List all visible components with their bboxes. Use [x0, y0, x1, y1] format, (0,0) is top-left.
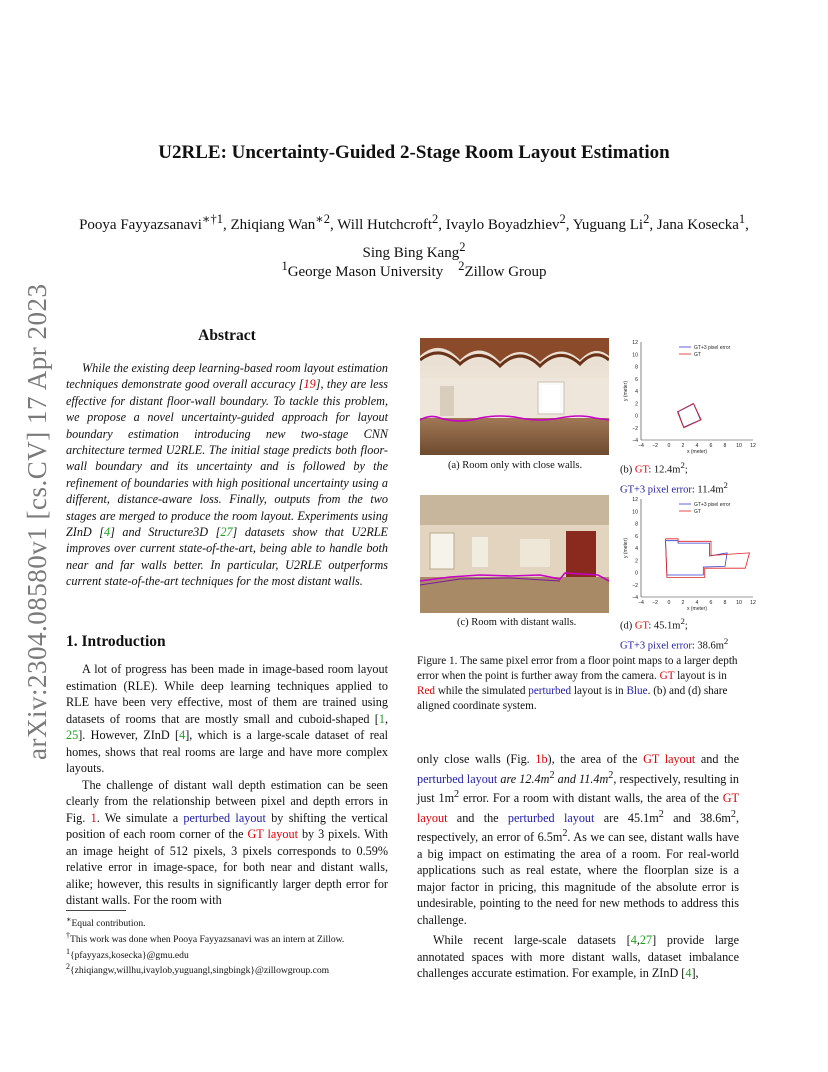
footnote: †This work was done when Pooya Fayyazsanavi was an intern at Zillow.: [66, 930, 345, 945]
affiliations: $^1$George Mason University $^2$Zillow Group: [281, 259, 547, 280]
paragraph: only close walls (Fig. 1b), the area of the GT layout and the perturbed layout are $12.4m^2$ and $11.4m^2$, respectively, resulting in just $1m^2$ error. For a room with distant walls, the area of the GT layout and the perturbed layout are $45.1m^2$ and $38.6m^2$, respectively, an error of $6.5m^2$. As we can see, distant walls have a big impact on estimating the area of a room. For real-world applications such as real estate, where the floorplan size is a major factor in pricing, this magnitude of the absolute error is undesirable, pointing to the need for new methods to address this challenge.: [417, 752, 739, 927]
x-tick-label: 10: [736, 443, 742, 449]
paper-title: U2RLE: Uncertainty-Guided 2-Stage Room Layout Estimation: [158, 142, 670, 163]
legend-label: GT: [694, 352, 701, 358]
footnote: $^2${zhiqiangw,willhu,ivaylob,yuguangl,singbingk}@zillowgroup.com: [66, 962, 330, 977]
author: Jana Kosecka$^1$: [656, 212, 746, 233]
intro-right-column: [417, 751, 739, 982]
series-line: [678, 404, 700, 427]
intro-left-column: [66, 661, 388, 909]
footnote: $^1${pfayyazs,kosecka}@gmu.edu: [66, 946, 189, 961]
x-axis-label: x (meter): [687, 606, 707, 612]
citation-link[interactable]: 4: [685, 966, 692, 981]
y-tick-label: 8: [635, 364, 638, 371]
y-tick-label: 4: [635, 546, 638, 552]
footnote-rule: [66, 910, 126, 911]
x-tick-label: 6: [709, 443, 713, 449]
x-tick-label: 12: [750, 600, 756, 606]
y-tick-label: −2: [632, 582, 638, 589]
x-tick-label: 6: [709, 600, 713, 606]
x-tick-label: −2: [652, 443, 658, 449]
y-tick-label: 12: [632, 340, 638, 346]
x-tick-label: −4: [638, 600, 644, 606]
x-tick-label: 10: [736, 600, 742, 606]
panorama-distant-walls-image: [420, 495, 609, 613]
y-tick-label: 0: [635, 413, 638, 420]
author: Will Hutchcroft$^2$: [337, 212, 439, 233]
footnotes: [66, 914, 396, 977]
y-tick-label: 10: [632, 509, 638, 516]
y-tick-label: 6: [635, 533, 638, 540]
y-tick-label: 12: [632, 497, 638, 503]
arxiv-stamp: arXiv:2304.08580v1 [cs.CV] 17 Apr 2023: [22, 283, 52, 760]
legend-label: GT: [694, 509, 701, 515]
chart-distant-walls: [613, 493, 763, 613]
figure-ref-link[interactable]: 1: [90, 810, 97, 825]
paragraph: A lot of progress has been made in image-based room layout estimation (RLE). While deep learning techniques applied to RLE have been very effective, most of them are trained using datasets of rooms that are mostly small and cuboid-shaped [1, 25]. However, ZInD [4], which is a large-scale dataset of real homes, shows that real rooms are large and have more complex layouts.: [66, 662, 389, 775]
citation-link[interactable]: 27: [639, 933, 653, 948]
author-list: Pooya Fayyazsanavi$^{∗\dagger 1}$, Zhiqiang Wan$^{∗2}$, Will Hutchcroft$^2$, Ivaylo Boyadzhiev$^2$, Yuguang Li$^2$, Jana Kosecka$^1$, Sing Bing Kang$^2$: [79, 212, 749, 261]
y-tick-label: 2: [635, 558, 638, 565]
y-axis-label: y (meter): [623, 538, 629, 558]
citation-link[interactable]: 4: [104, 525, 111, 540]
series-line: [666, 541, 728, 575]
y-axis-label: y (meter): [623, 381, 629, 401]
citation-link[interactable]: 19: [303, 377, 316, 392]
citation-link[interactable]: 4: [179, 728, 186, 742]
subcaption-b: (b) GT: $12.4m^2$; GT+3 pixel error: $11.4m^2$: [620, 460, 728, 495]
abstract-text: While the existing deep learning-based room layout estimation techniques demonstrate good overall accuracy [19], they are less effective for distant floor-wall boundary. To tackle this problem, we propose a novel uncertainty-guided approach for layout boundary estimation introducing new two-stage CNN architecture termed U2RLE. The initial stage predicts both floor-wall boundary and its uncertainty and is followed by the refinement of boundaries with high positional uncertainty using a different, distance-aware loss. Finally, outputs from the two stages are merged to produce the room layout. Experiments using ZInD [4] and Structure3D [27] datasets show that U2RLE improves over current state-of-the-art, being able to handle both near and far walls better. In particular, U2RLE outperforms current state-of-the-art techniques for the most distant walls.: [66, 361, 388, 589]
citation-link[interactable]: 25: [66, 728, 79, 742]
y-tick-label: −4: [632, 438, 638, 444]
y-tick-label: −2: [632, 425, 638, 432]
x-tick-label: 0: [667, 600, 671, 606]
author: Zhiqiang Wan$^{∗2}$: [230, 212, 330, 233]
subcaption-d: (d) GT: $45.1m^2$; GT+3 pixel error: $38.6m^2$: [620, 616, 729, 651]
legend-label: GT+3 pixel error: [694, 345, 731, 351]
series-line: [677, 403, 701, 428]
author: Yuguang Li$^2$: [572, 212, 650, 233]
author: Ivaylo Boyadzhiev$^2$: [445, 212, 566, 233]
x-tick-label: 2: [681, 443, 685, 449]
citation-link[interactable]: 1: [378, 711, 385, 726]
y-tick-label: −4: [632, 595, 638, 601]
y-tick-label: 4: [635, 389, 638, 395]
x-tick-label: 12: [750, 443, 756, 449]
y-tick-label: 6: [635, 376, 638, 383]
author: Sing Bing Kang$^2$: [362, 240, 466, 261]
x-tick-label: 2: [681, 600, 685, 606]
footnote: ∗Equal contribution.: [66, 915, 146, 930]
y-tick-label: 0: [635, 570, 638, 577]
panorama-close-walls-image: [420, 338, 609, 455]
x-tick-label: 0: [667, 443, 671, 449]
author: Pooya Fayyazsanavi$^{∗\dagger 1}$: [79, 212, 223, 233]
series-line: [666, 539, 750, 578]
x-axis-label: x (meter): [687, 449, 707, 455]
subcaption-a: (a) Room only with close walls.: [448, 460, 583, 471]
y-tick-label: 2: [635, 401, 638, 408]
x-tick-label: 8: [723, 443, 727, 449]
x-tick-label: 4: [695, 443, 699, 449]
x-tick-label: −4: [638, 443, 644, 449]
citation-link[interactable]: 4: [630, 933, 637, 948]
x-tick-label: 4: [695, 600, 699, 606]
figure-ref-link[interactable]: 1b: [535, 752, 548, 766]
y-tick-label: 10: [632, 352, 638, 359]
abstract-heading: Abstract: [198, 327, 256, 344]
paragraph: While recent large-scale datasets [4,27] provide large annotated spaces with more distant walls, dataset imbalance challenges accurate estimation. For example, in ZInD [4],: [417, 933, 739, 981]
subcaption-c: (c) Room with distant walls.: [457, 617, 577, 628]
x-tick-label: 8: [723, 600, 727, 606]
y-tick-label: 8: [635, 521, 638, 528]
chart-close-walls: [613, 336, 763, 456]
x-tick-label: −2: [652, 600, 658, 606]
paragraph: The challenge of distant wall depth estimation can be seen clearly from the relationship between pixel and depth errors in Fig. 1. We simulate a perturbed layout by shifting the vertical position of each room corner of the GT layout by 3 pixels. With an image height of 512 pixels, 3 pixels corresponds to 0.59% relative error in image-space, for both near and distant walls, alike; however, this results in significantly larger depth error for distant walls. For the room with: [66, 777, 389, 907]
section-heading: 1. Introduction: [66, 633, 166, 650]
legend-label: GT+3 pixel error: [694, 502, 731, 508]
figure-caption: Figure 1. The same pixel error from a floor point maps to a larger depth error when the point is further away from the camera. GT layout is in Red while the simulated perturbed layout is in Blue. (b) and (d) share aligned coordinate system.: [417, 655, 738, 712]
citation-link[interactable]: 27: [220, 525, 233, 540]
